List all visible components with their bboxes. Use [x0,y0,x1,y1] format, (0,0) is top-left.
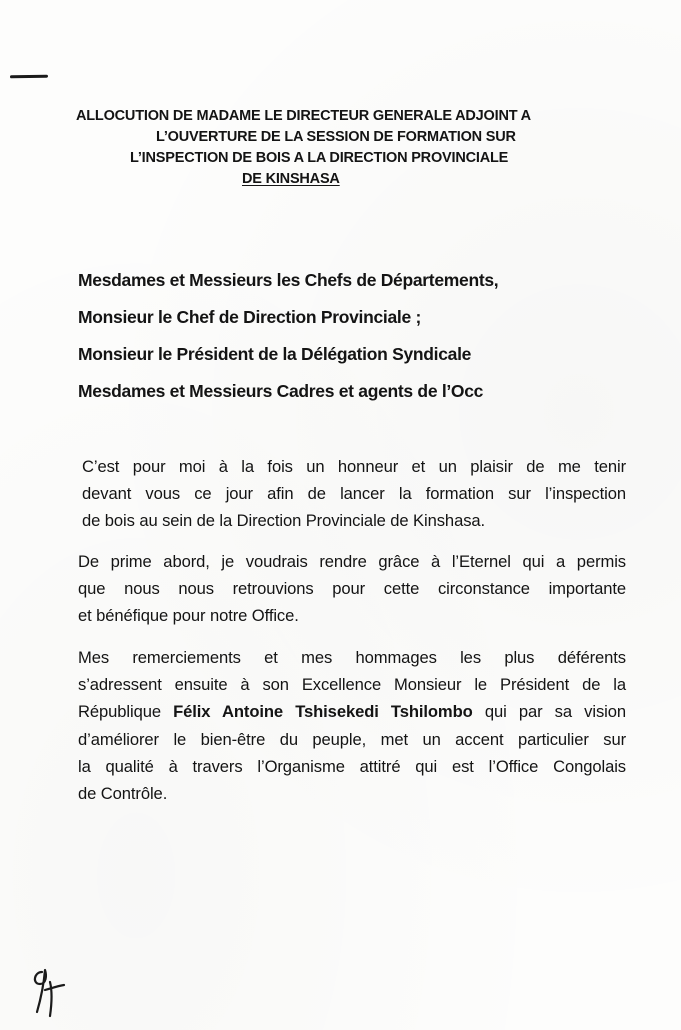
paragraph-line: de bois au sein de la Direction Provinciale de Kinshasa. [82,511,486,531]
handwritten-initials-icon [28,962,68,1018]
salutations-block [78,262,638,410]
paragraph-homage-president [78,644,626,807]
salutation-line: Monsieur le Chef de Direction Provinciale ; [78,307,422,327]
paragraph-line: la qualité à travers l’Organisme attitré qui est l’Office Congolais [78,756,626,776]
salutation-line: Mesdames et Messieurs Cadres et agents de l’Occ [78,381,484,401]
title-line-2: L’OUVERTURE DE LA SESSION DE FORMATION SUR [156,129,516,145]
paragraph-line-with-name [78,698,626,725]
pen-dash-mark [10,75,48,79]
paragraph-line: d’améliorer le bien-être du peuple, met un accent particulier sur [78,729,626,749]
paragraph-thanks-god [78,548,626,630]
paragraph-line: C’est pour moi à la fois un honneur et un plaisir de me tenir [82,457,626,476]
title-underlined-city: DE KINSHASA [242,171,340,187]
paragraph-line: s’adressent ensuite à son Excellence Monsieur le Président de la [78,675,626,695]
paragraph-line: Mes remerciements et mes hommages les plus déférents [78,648,626,667]
paragraph-line: devant vous ce jour afin de lancer la formation sur l’inspection [82,484,626,504]
paragraph-line: de Contrôle. [78,784,168,804]
title-line-3: L’INSPECTION DE BOIS A LA DIRECTION PROVINCIALE [130,150,509,166]
paragraph-opening [82,453,626,535]
paragraph-line: que nous nous retrouvions pour cette circonstance importante [78,579,626,599]
title-line-1: ALLOCUTION DE MADAME LE DIRECTEUR GENERALE ADJOINT A [76,108,531,124]
speech-title [60,106,640,190]
text-segment: République [78,702,174,722]
paragraph-line: De prime abord, je voudrais rendre grâce à l’Eternel qui a permis [78,552,626,571]
paragraph-line: et bénéfique pour notre Office. [78,606,299,626]
president-name: Félix Antoine Tshisekedi Tshilombo [173,702,473,722]
title-line-4 [60,169,640,190]
salutation-line: Monsieur le Président de la Délégation Syndicale [78,344,472,364]
salutation-line: Mesdames et Messieurs les Chefs de Départements, [78,270,499,290]
text-segment: qui par sa vision [472,702,626,722]
